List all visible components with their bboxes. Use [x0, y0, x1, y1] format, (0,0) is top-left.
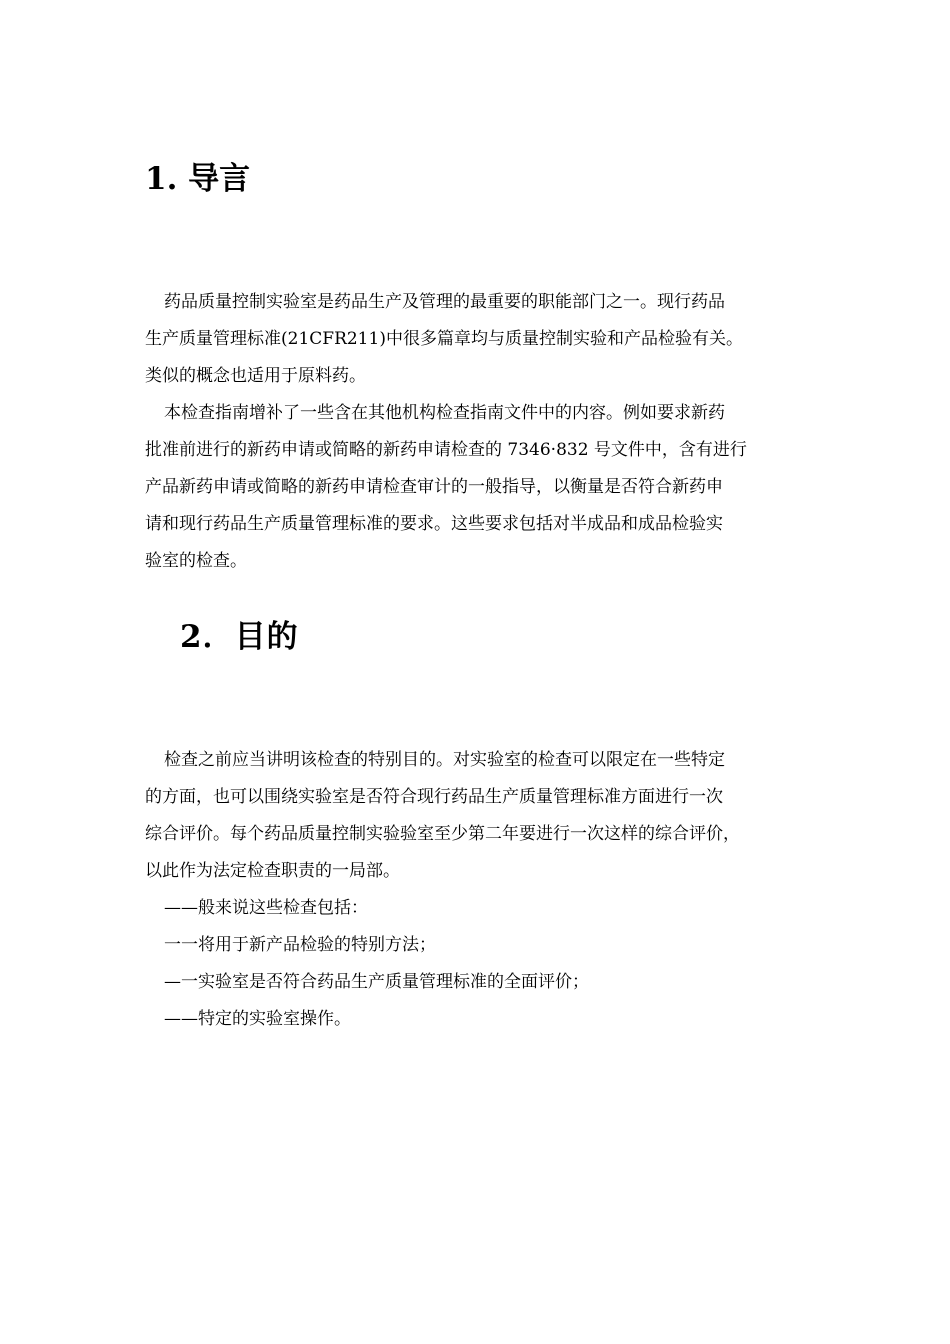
intro-paragraph-line: 批准前进行的新药申请或简略的新药申请检查的 7346·832 号文件中，含有进行	[145, 440, 747, 460]
intro-paragraph-line: 验室的检查。	[145, 551, 247, 571]
intro-paragraph-line: 请和现行药品生产质量管理标准的要求。这些要求包括对半成品和成品检验实	[145, 514, 723, 534]
intro-paragraph-line: 产品新药申请或简略的新药申请检查审计的一般指导，以衡量是否符合新药申	[145, 477, 723, 497]
purpose-list-item: —一实验室是否符合药品生产质量管理标准的全面评价；	[164, 972, 589, 992]
intro-paragraph-line: 药品质量控制实验室是药品生产及管理的最重要的职能部门之一。现行药品	[164, 292, 725, 312]
purpose-list-item: 一一将用于新产品检验的特别方法；	[164, 935, 436, 955]
purpose-paragraph-line: 以此作为法定检查职责的一局部。	[145, 861, 400, 881]
intro-paragraph-line: 类似的概念也适用于原料药。	[145, 366, 366, 386]
purpose-list-item: ——特定的实验室操作。	[164, 1009, 351, 1029]
purpose-paragraph-line: 检查之前应当讲明该检查的特别目的。对实验室的检查可以限定在一些特定	[164, 750, 725, 770]
purpose-paragraph-line: 的方面，也可以围绕实验室是否符合现行药品生产质量管理标准方面进行一次	[145, 787, 723, 807]
intro-paragraph-line: 本检查指南增补了一些含在其他机构检查指南文件中的内容。例如要求新药	[164, 403, 725, 423]
intro-paragraph-line: 生产质量管理标准(21CFR211)中很多篇章均与质量控制实验和产品检验有关。	[145, 329, 743, 349]
section-heading-introduction: 1. 导言	[145, 161, 251, 197]
purpose-list-intro: ——般来说这些检查包括：	[164, 898, 368, 918]
section-heading-purpose: 2．目的	[180, 619, 299, 655]
purpose-paragraph-line: 综合评价。每个药品质量控制实验验室至少第二年要进行一次这样的综合评价，	[145, 824, 740, 844]
